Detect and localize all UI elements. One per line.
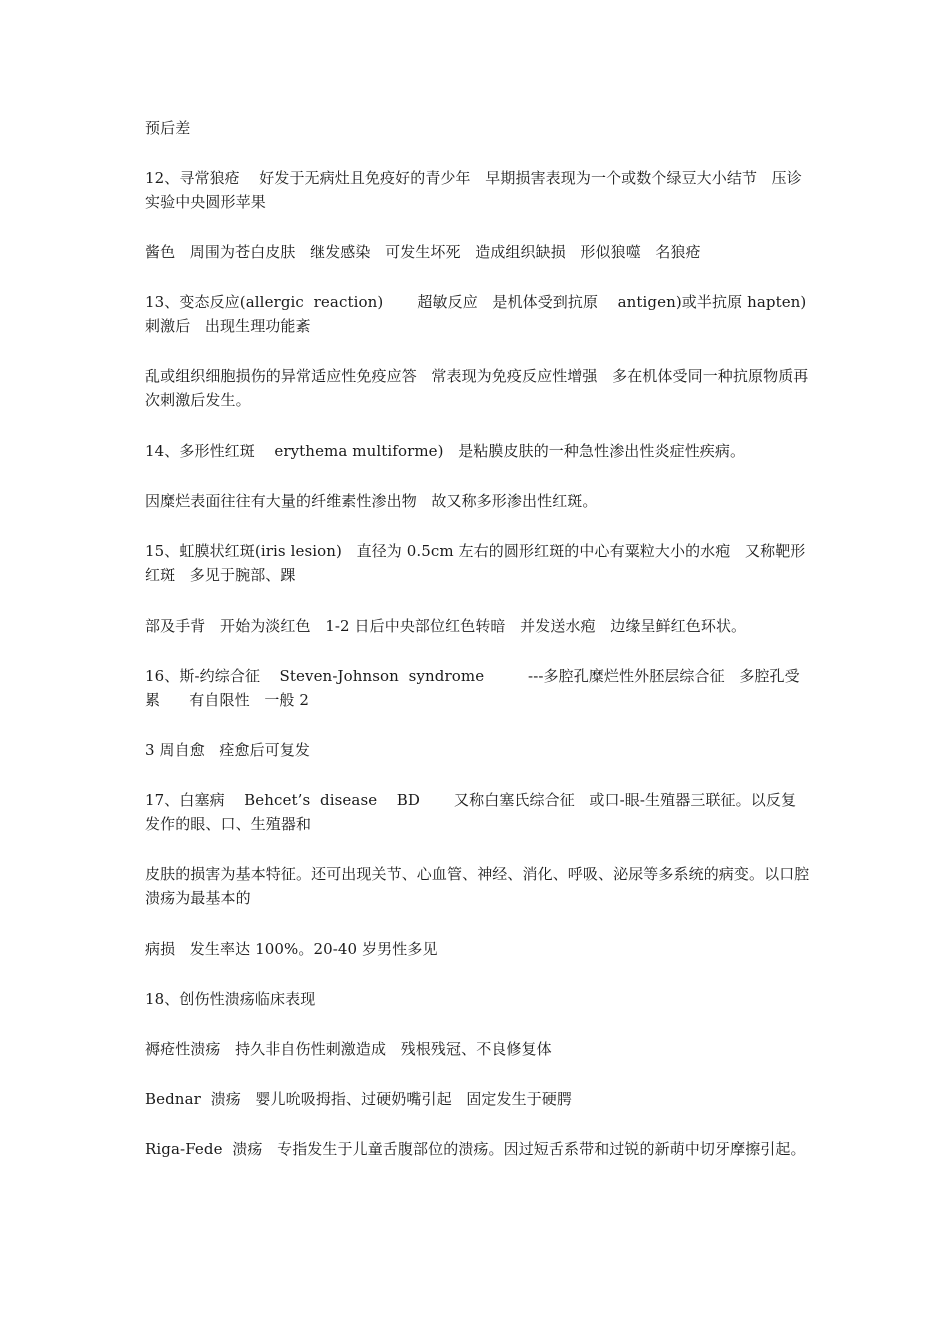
paragraph-13-continued: 乱或组织细胞损伤的异常适应性免疫应答 常表现为免疫反应性增强 多在机体受同一种抗原物质再次刺激后发生。 — [145, 367, 809, 409]
paragraph-16-stevens-johnson: 16、斯-约综合征 Steven-Johnson syndrome ---多腔孔糜烂性外胚层综合征 多腔孔受累 有自限性 一般 2 — [145, 667, 800, 709]
paragraph-17-behcet-disease: 17、白塞病 Behcet’s disease BD 又称白塞氏综合征 或口-眼-生殖器三联征。以反复发作的眼、口、生殖器和 — [145, 791, 797, 833]
paragraph-18-decubital-ulcer: 褥疮性溃疡 持久非自伤性刺激造成 残根残冠、不良修复体 — [145, 1040, 552, 1058]
paragraph-14-erythema-multiforme: 14、多形性红斑 erythema multiforme) 是粘膜皮肤的一种急性渗出性炎症性疾病。 — [145, 442, 746, 460]
paragraph-prognosis: 预后差 — [145, 119, 191, 137]
paragraph-12-continued: 酱色 周围为苍白皮肤 继发感染 可发生坏死 造成组织缺损 形似狼噬 名狼疮 — [145, 243, 701, 261]
paragraph-18-riga-fede-ulcer: Riga-Fede 溃疡 专指发生于儿童舌腹部位的溃疡。因过短舌系带和过锐的新萌中切牙摩擦引起。 — [145, 1140, 806, 1158]
paragraph-15-continued: 部及手背 开始为淡红色 1-2 日后中央部位红色转暗 并发送水疱 边缘呈鲜红色环状。 — [145, 617, 747, 635]
paragraph-18-heading: 18、创伤性溃疡临床表现 — [145, 990, 316, 1008]
paragraph-16-continued: 3 周自愈 痊愈后可复发 — [145, 741, 311, 759]
paragraph-17-continued: 皮肤的损害为基本特征。还可出现关节、心血管、神经、消化、呼吸、泌尿等多系统的病变。以口腔溃疡为最基本的 — [145, 865, 810, 907]
paragraph-18-bednar-ulcer: Bednar 溃疡 婴儿吮吸拇指、过硬奶嘴引起 固定发生于硬腭 — [145, 1090, 573, 1108]
paragraph-17-incidence: 病损 发生率达 100%。20-40 岁男性多见 — [145, 940, 438, 958]
paragraph-14-continued: 因糜烂表面往往有大量的纤维素性渗出物 故又称多形渗出性红斑。 — [145, 492, 598, 510]
paragraph-13-allergic-reaction: 13、变态反应(allergic reaction) 超敏反应 是机体受到抗原 antigen)或半抗原 hapten) 刺激后 出现生理功能紊 — [145, 293, 812, 335]
paragraph-15-iris-lesion: 15、虹膜状红斑(iris lesion) 直径为 0.5cm 左右的圆形红斑的中心有粟粒大小的水疱 又称靶形红斑 多见于腕部、踝 — [145, 542, 806, 584]
paragraph-12-lupus-vulgaris: 12、寻常狼疮 好发于无病灶且免疫好的青少年 早期损害表现为一个或数个绿豆大小结节 压诊实验中央圆形苹果 — [145, 169, 802, 211]
document-page — [145, 0, 810, 1344]
